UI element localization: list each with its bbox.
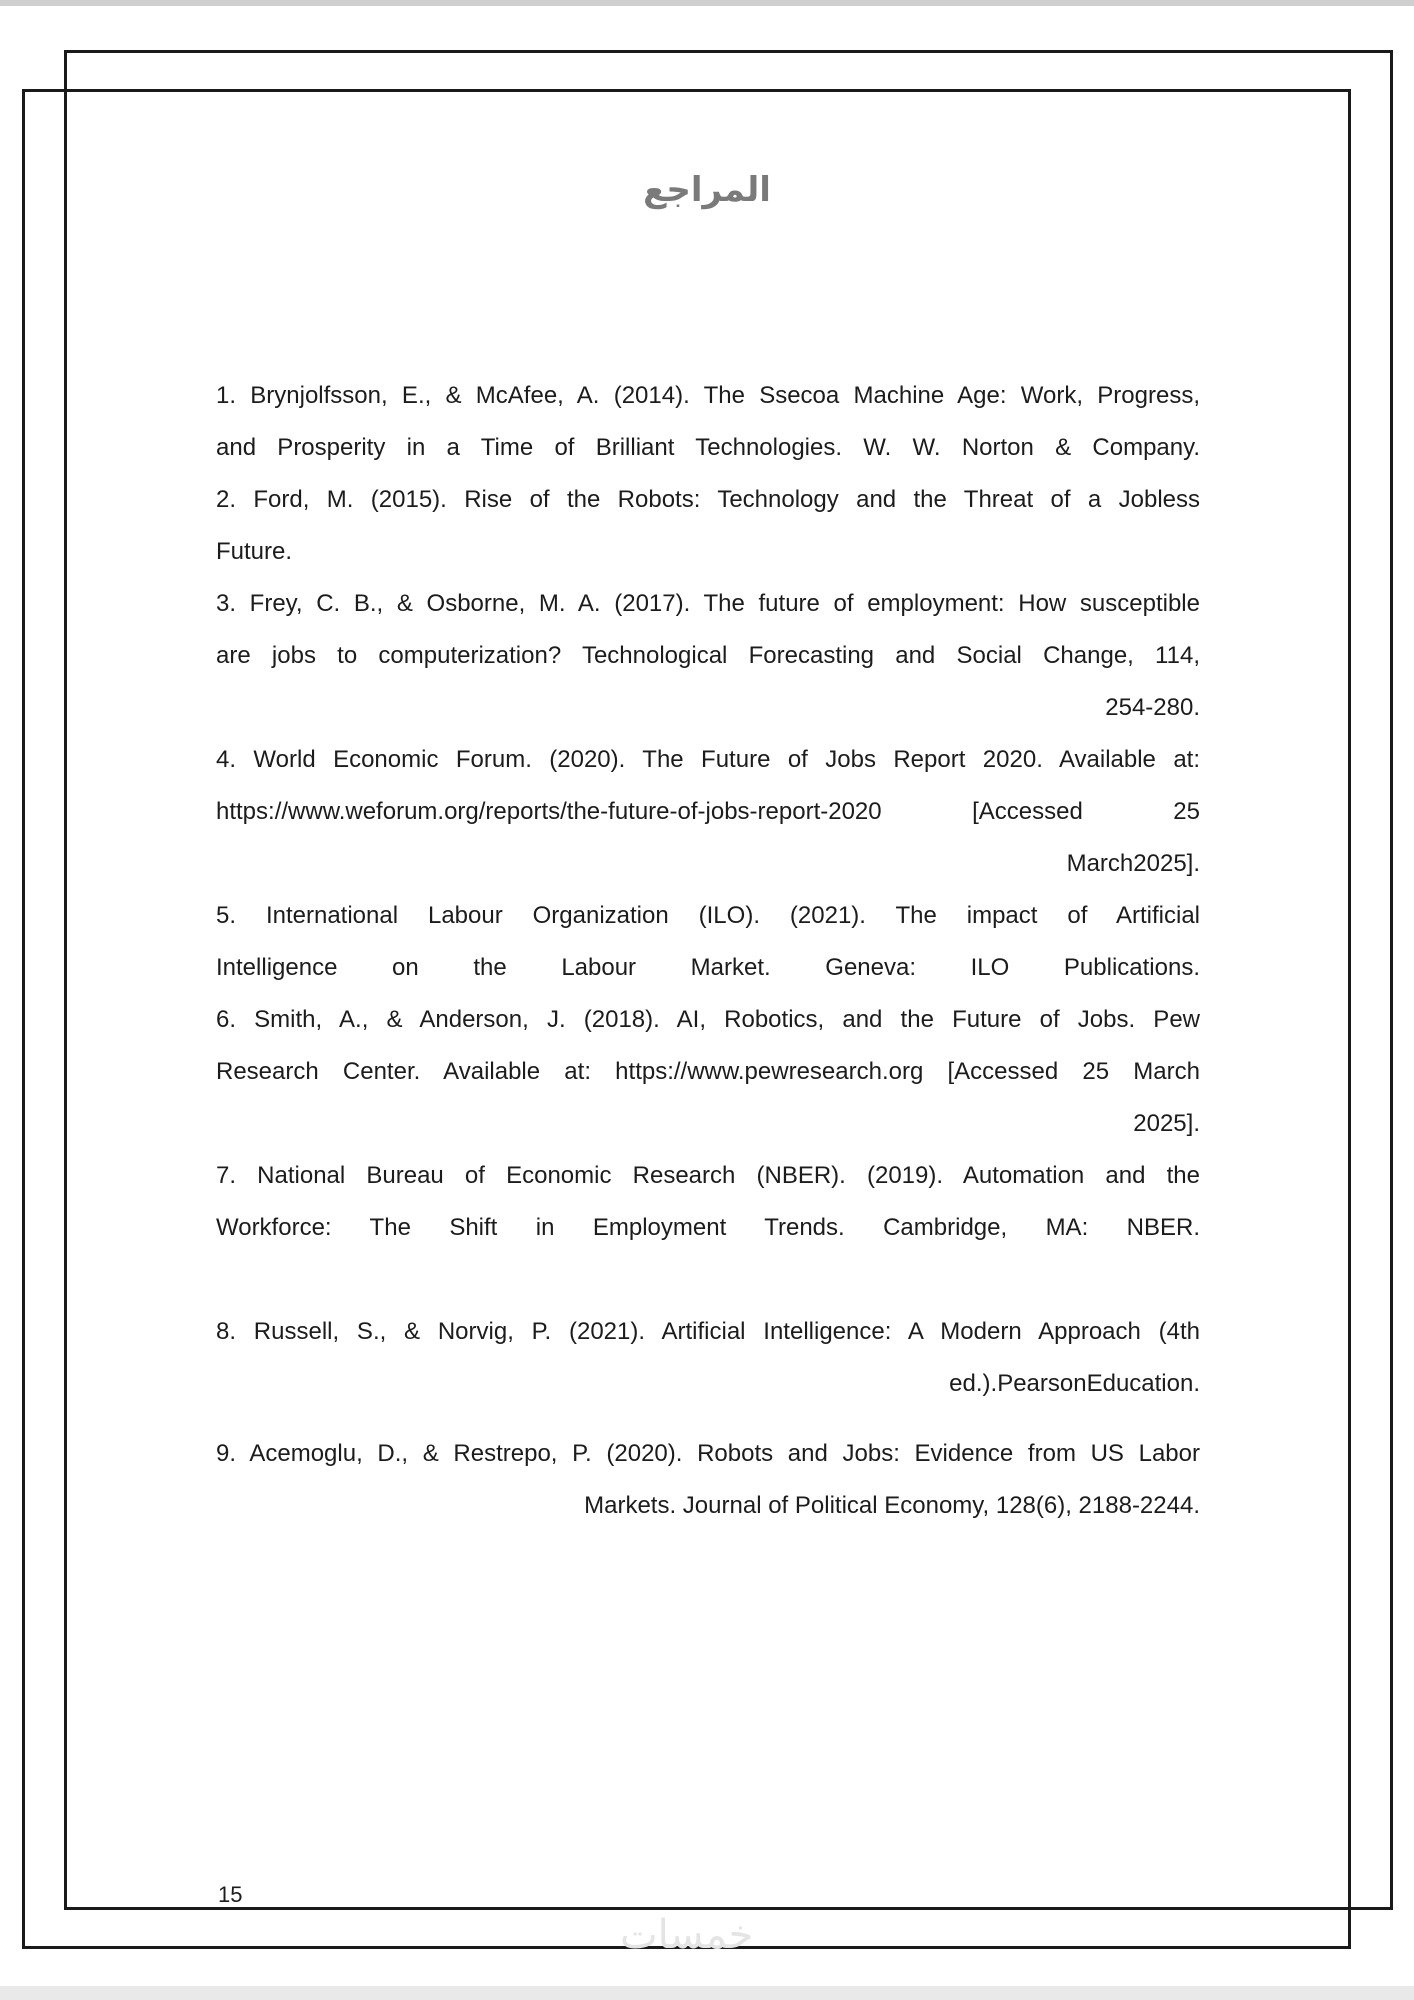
- reference-item-1: [216, 370, 1200, 474]
- reference-line: Research Center. Available at: https://www.pewresearch.org [Accessed 25 March: [216, 1058, 1200, 1085]
- reference-line: Workforce: The Shift in Employment Trends. Cambridge, MA: NBER.: [216, 1214, 1200, 1241]
- reference-line: and Prosperity in a Time of Brilliant Technologies. W. W. Norton & Company.: [216, 434, 1200, 461]
- reference-item-8: [216, 1306, 1200, 1410]
- reference-line: 6. Smith, A., & Anderson, J. (2018). AI, Robotics, and the Future of Jobs. Pew: [216, 1006, 1200, 1033]
- watermark-logo: خمسات: [620, 1912, 754, 1958]
- reference-list: [216, 370, 1200, 1532]
- page-number: 15: [218, 1882, 243, 1907]
- top-edge: [0, 0, 1414, 6]
- reference-line: Future.: [216, 538, 293, 565]
- reference-item-3: [216, 578, 1200, 734]
- reference-item-6: [216, 994, 1200, 1150]
- reference-line: 3. Frey, C. B., & Osborne, M. A. (2017). The future of employment: How susceptible: [216, 590, 1200, 617]
- reference-line: March2025].: [1066, 850, 1200, 877]
- reference-line: 9. Acemoglu, D., & Restrepo, P. (2020). Robots and Jobs: Evidence from US Labor: [216, 1440, 1200, 1467]
- reference-line: Intelligence on the Labour Market. Geneva: ILO Publications.: [216, 954, 1200, 981]
- reference-item-7: [216, 1150, 1200, 1254]
- reference-item-4: [216, 734, 1200, 890]
- reference-item-2: [216, 474, 1200, 578]
- reference-line: are jobs to computerization? Technological Forecasting and Social Change, 114,: [216, 642, 1200, 669]
- reference-line: 8. Russell, S., & Norvig, P. (2021). Artificial Intelligence: A Modern Approach (4th: [216, 1318, 1200, 1345]
- reference-line: 1. Brynjolfsson, E., & McAfee, A. (2014). The Ssecoa Machine Age: Work, Progress,: [216, 382, 1200, 409]
- page-title: المراجع: [643, 170, 771, 210]
- reference-line: ed.).PearsonEducation.: [949, 1370, 1200, 1397]
- reference-line: https://www.weforum.org/reports/the-future-of-jobs-report-2020 [Accessed 25: [216, 798, 1200, 825]
- reference-line: 5. International Labour Organization (ILO). (2021). The impact of Artificial: [216, 902, 1200, 929]
- reference-line: 7. National Bureau of Economic Research (NBER). (2019). Automation and the: [216, 1162, 1200, 1189]
- reference-line: 4. World Economic Forum. (2020). The Future of Jobs Report 2020. Available at:: [216, 746, 1200, 773]
- bottom-edge: [0, 1986, 1414, 2000]
- reference-line: 254-280.: [1105, 694, 1200, 721]
- reference-line: Markets. Journal of Political Economy, 128(6), 2188-2244.: [584, 1492, 1200, 1519]
- reference-line: 2. Ford, M. (2015). Rise of the Robots: Technology and the Threat of a Jobless: [216, 486, 1200, 513]
- reference-line: 2025].: [1133, 1110, 1200, 1137]
- reference-item-9: [216, 1428, 1200, 1532]
- reference-item-5: [216, 890, 1200, 994]
